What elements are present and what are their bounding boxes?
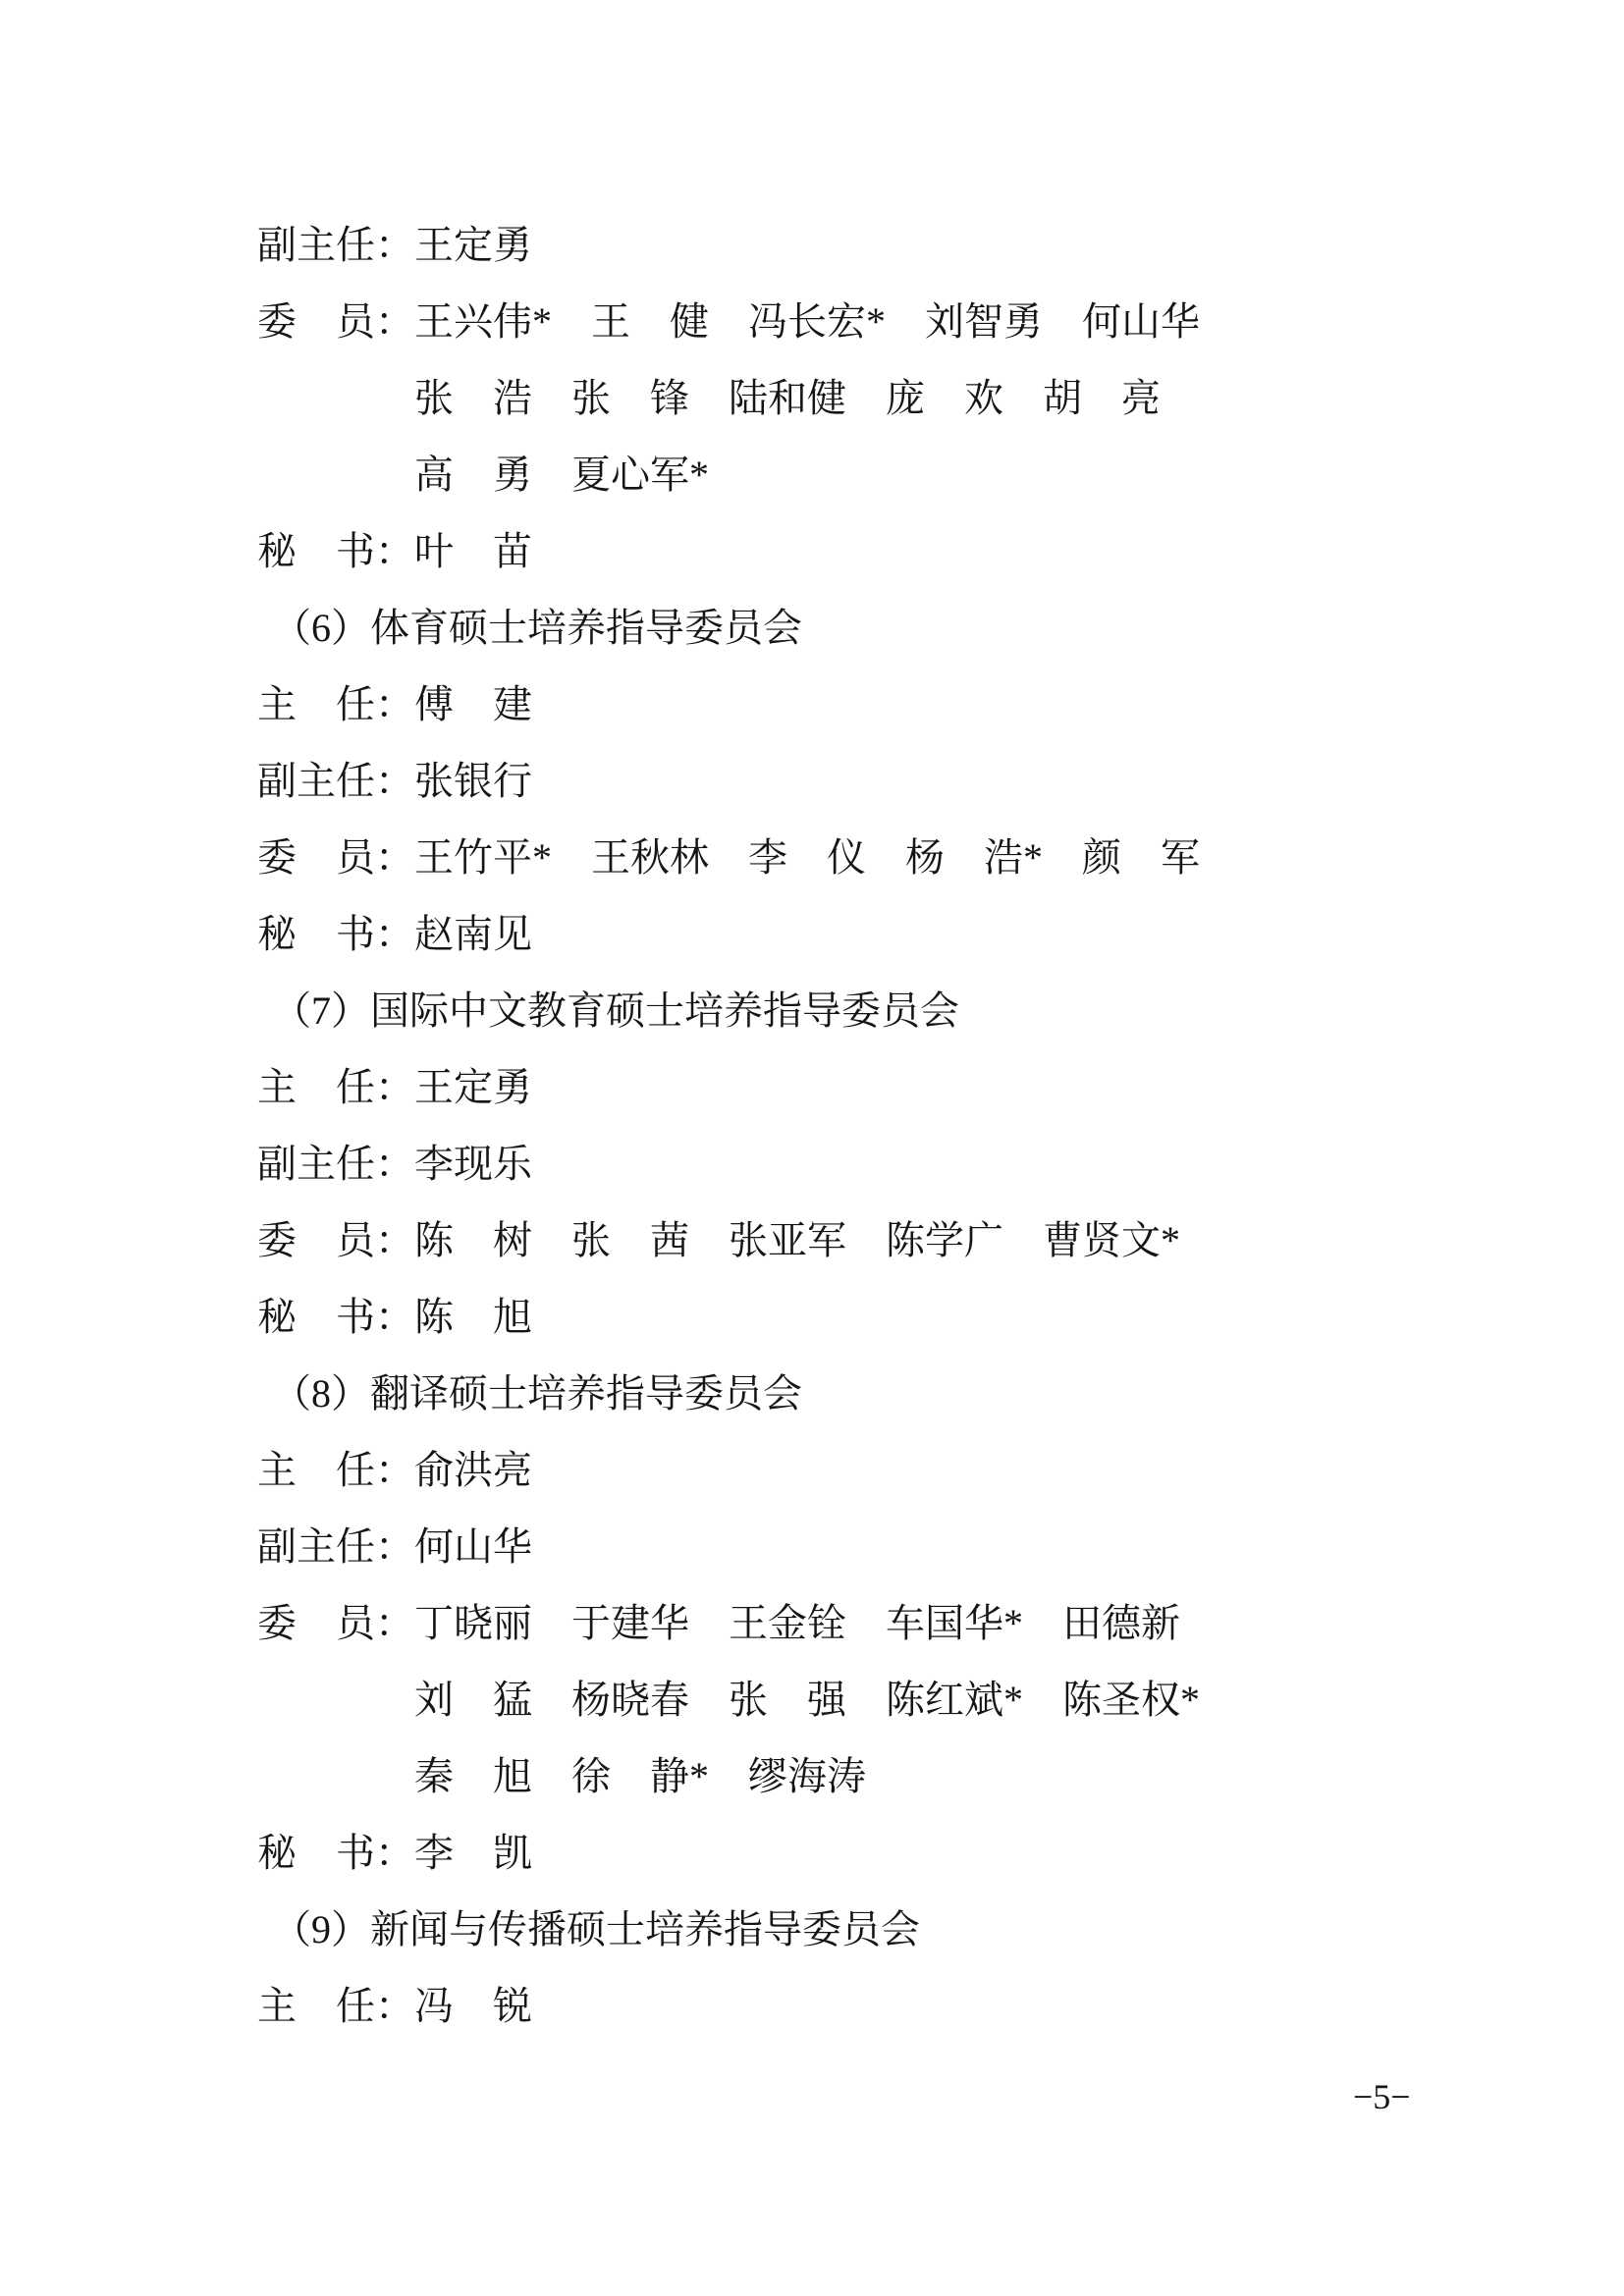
field-row (0, 1968, 1624, 2045)
field-value: 秦 旭 徐 静* 缪海涛 (414, 1754, 866, 1798)
field-label: 秘 书： (257, 1295, 414, 1339)
field-row (0, 207, 1624, 284)
field-value: 陈 树 张 茜 张亚军 陈学广 曹贤文* (414, 1218, 1180, 1262)
field-label: 委 员： (257, 299, 414, 344)
field-value: 张银行 (414, 759, 532, 803)
page-number: −5− (1353, 2077, 1411, 2116)
field-row (0, 1202, 1624, 1279)
field-label: 委 员： (257, 1601, 414, 1645)
field-label: 秘 书： (257, 529, 414, 573)
field-row (0, 1126, 1624, 1202)
field-label: 秘 书： (257, 1831, 414, 1875)
field-row (0, 1432, 1624, 1509)
section-header-text: （6）体育硕士培养指导委员会 (272, 606, 802, 650)
field-label: 副主任： (257, 1142, 414, 1186)
field-row (0, 1585, 1624, 1662)
field-value: 王兴伟* 王 健 冯长宏* 刘智勇 何山华 (414, 299, 1200, 344)
continuation-row (0, 1738, 1624, 1815)
section-header (0, 1356, 1624, 1432)
field-value: 何山华 (414, 1524, 532, 1569)
field-value: 冯 锐 (414, 1984, 532, 2028)
section-header-text: （9）新闻与传播硕士培养指导委员会 (272, 1907, 920, 1951)
field-value: 李现乐 (414, 1142, 532, 1186)
field-row (0, 284, 1624, 360)
continuation-row (0, 1662, 1624, 1738)
field-label: 副主任： (257, 223, 414, 267)
field-value: 高 勇 夏心军* (414, 453, 709, 497)
field-value: 王定勇 (414, 1065, 532, 1109)
field-row (0, 896, 1624, 973)
field-label: 秘 书： (257, 912, 414, 956)
field-label: 主 任： (257, 682, 414, 726)
field-row (0, 820, 1624, 896)
field-value: 张 浩 张 锋 陆和健 庞 欢 胡 亮 (414, 376, 1161, 420)
field-label: 委 员： (257, 1218, 414, 1262)
field-value: 丁晓丽 于建华 王金铨 车国华* 田德新 (414, 1601, 1180, 1645)
field-value: 陈 旭 (414, 1295, 532, 1339)
section-header (0, 590, 1624, 667)
section-header (0, 973, 1624, 1049)
field-value: 李 凯 (414, 1831, 532, 1875)
field-label: 主 任： (257, 1448, 414, 1492)
field-value: 王定勇 (414, 223, 532, 267)
field-label: 副主任： (257, 1524, 414, 1569)
field-label: 主 任： (257, 1065, 414, 1109)
continuation-row (0, 360, 1624, 437)
field-row (0, 667, 1624, 743)
continuation-row (0, 437, 1624, 513)
field-row (0, 513, 1624, 590)
section-header-text: （8）翻译硕士培养指导委员会 (272, 1371, 802, 1415)
field-value: 傅 建 (414, 682, 532, 726)
field-label: 副主任： (257, 759, 414, 803)
field-value: 俞洪亮 (414, 1448, 532, 1492)
field-label: 主 任： (257, 1984, 414, 2028)
field-row (0, 1509, 1624, 1585)
field-label: 委 员： (257, 835, 414, 880)
field-row (0, 1279, 1624, 1356)
field-value: 刘 猛 杨晓春 张 强 陈红斌* 陈圣权* (414, 1678, 1200, 1722)
page-content (0, 207, 1624, 2045)
field-row (0, 1049, 1624, 1126)
section-header (0, 1892, 1624, 1968)
field-value: 赵南见 (414, 912, 532, 956)
field-row (0, 1815, 1624, 1892)
field-row (0, 743, 1624, 820)
field-value: 王竹平* 王秋林 李 仪 杨 浩* 颜 军 (414, 835, 1200, 880)
section-header-text: （7）国际中文教育硕士培养指导委员会 (272, 988, 959, 1033)
field-value: 叶 苗 (414, 529, 532, 573)
